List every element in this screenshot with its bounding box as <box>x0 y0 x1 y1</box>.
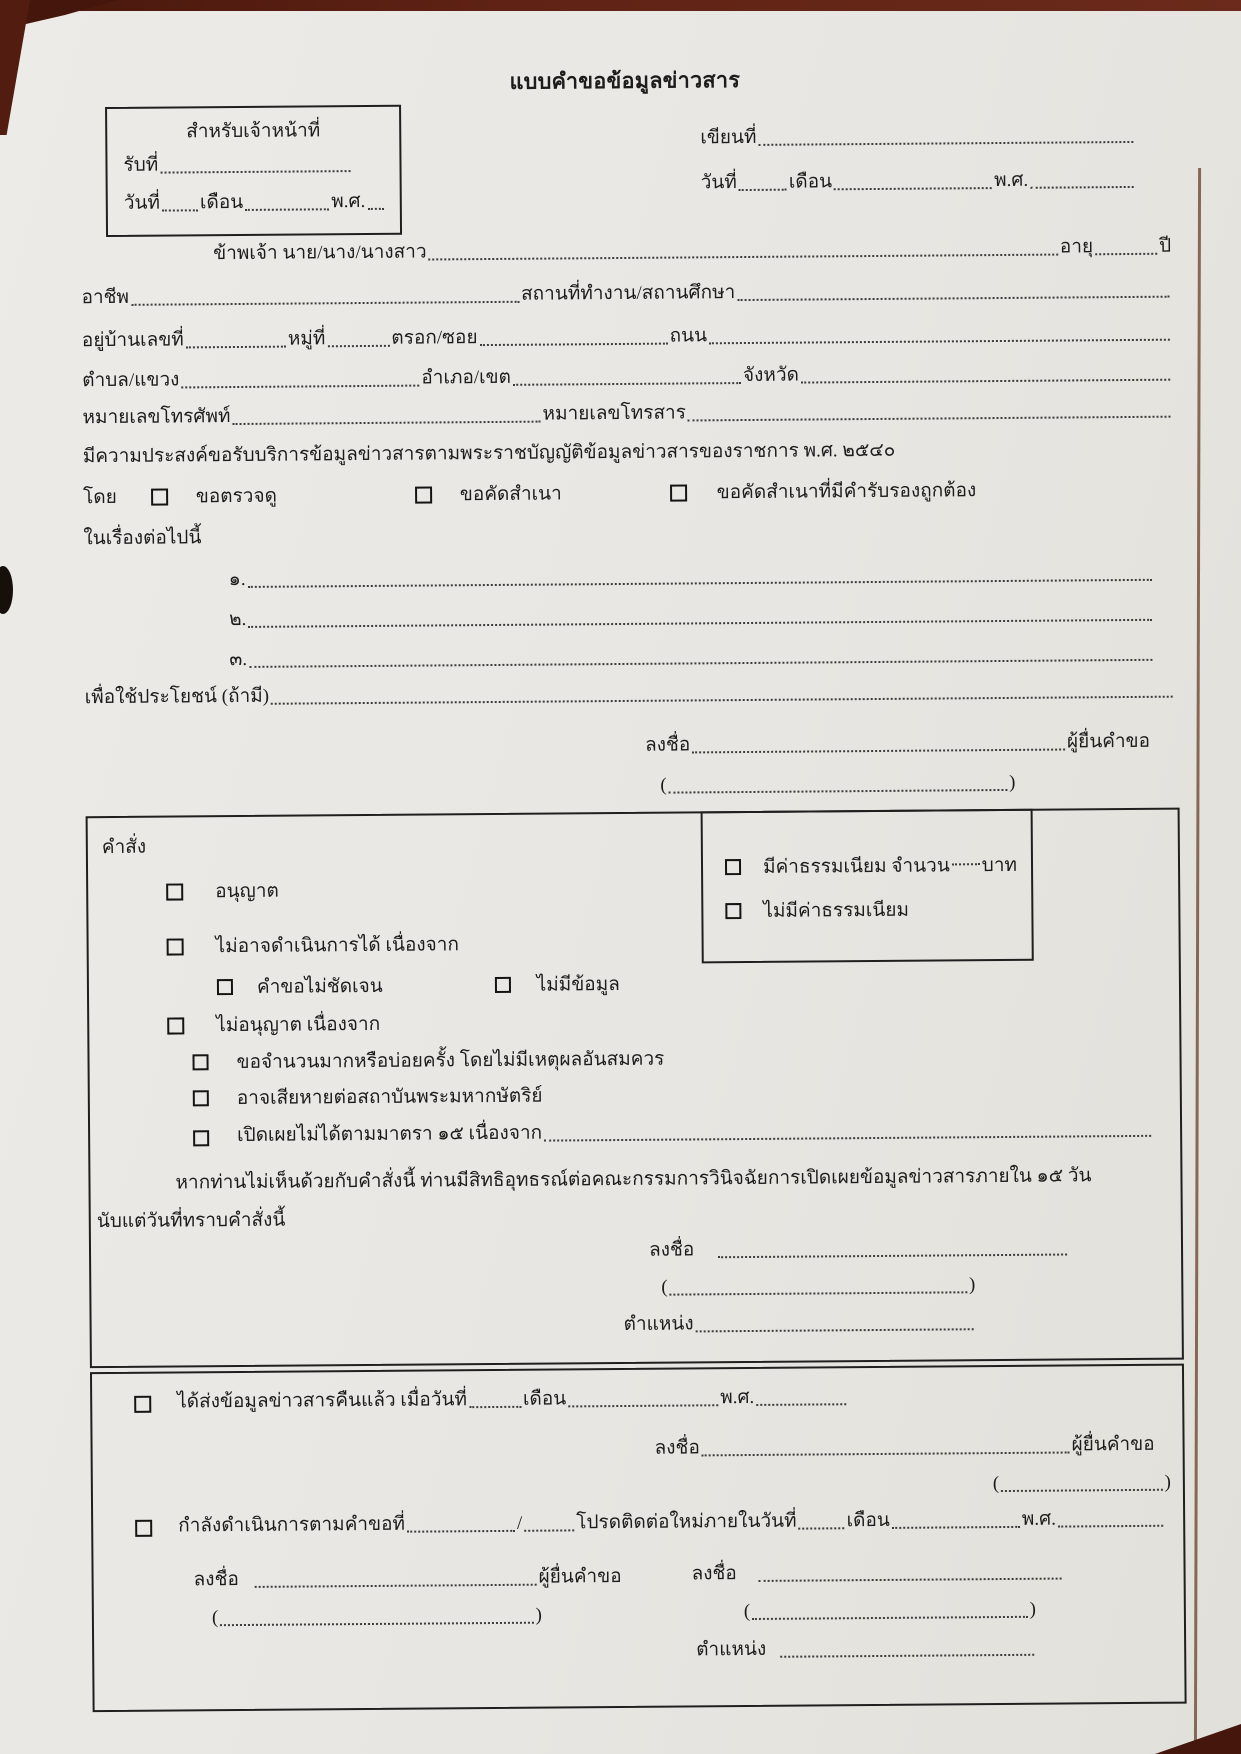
paren-open: ( <box>661 1276 668 1298</box>
order-not-allow-row <box>167 1014 380 1038</box>
status-returned-name-paren <box>993 1472 1171 1495</box>
order-reason-section15-row <box>193 1118 1153 1147</box>
applicant-signature-line <box>645 731 1150 757</box>
cannot-proceed-label: ไม่อาจดำเนินการได้ เนื่องจาก <box>215 934 459 958</box>
dotted-blank <box>1058 1525 1163 1528</box>
house-no-label: อยู่บ้านเลขที่ <box>81 329 184 352</box>
status-processing-row <box>135 1508 1165 1538</box>
status-returned-row <box>134 1386 848 1413</box>
dotted-blank <box>739 189 787 191</box>
month-label: เดือน <box>522 1388 567 1410</box>
year-label: พ.ศ. <box>331 190 366 213</box>
field-written-at <box>700 124 1135 149</box>
subjects-heading-text: ในเรื่องต่อไปนี้ <box>83 527 202 550</box>
fax-label: หมายเลขโทรสาร <box>542 402 686 425</box>
checkbox-excessive-request[interactable] <box>192 1055 208 1071</box>
reason-monarchy-label: อาจเสียหายต่อสถาบันพระมหากษัตริย์ <box>236 1085 543 1110</box>
checkbox-allow[interactable] <box>166 883 183 900</box>
province-label: จังหวัด <box>742 364 799 387</box>
status-right-signature-line <box>691 1561 1063 1586</box>
paren-close: ) <box>968 1274 976 1296</box>
year-label: พ.ศ. <box>1021 1508 1056 1530</box>
checkbox-returned[interactable] <box>134 1396 151 1413</box>
checkbox-section-15[interactable] <box>193 1130 209 1146</box>
year-label: พ.ศ. <box>993 169 1029 192</box>
dotted-blank <box>758 141 1133 146</box>
month-label: เดือน <box>788 171 833 193</box>
applicant-signature-name-paren <box>660 772 1015 797</box>
paren-close: ) <box>1029 1598 1036 1620</box>
dotted-blank <box>702 1451 1070 1456</box>
dotted-blank <box>162 209 198 211</box>
checkbox-request-unclear[interactable] <box>217 979 233 995</box>
dotted-blank <box>709 339 1170 345</box>
subject-item-3 <box>229 642 1154 671</box>
dotted-blank <box>759 1577 1062 1581</box>
baht-label: บาท <box>981 854 1018 877</box>
dotted-blank <box>248 579 1152 588</box>
applicant-label: ผู้ยื่นคำขอ <box>1066 730 1151 753</box>
dotted-blank <box>407 1530 515 1533</box>
reason-section15-label: เปิดเผยไม่ได้ตามมาตรา ๑๕ เนื่องจาก <box>237 1122 543 1147</box>
dotted-blank <box>181 384 419 388</box>
checkbox-processing[interactable] <box>135 1520 152 1537</box>
item3-number: ๓. <box>229 648 248 671</box>
dotted-blank <box>469 1406 521 1408</box>
field-occupation <box>81 279 1171 309</box>
checkbox-certified-copy[interactable] <box>670 484 687 501</box>
dotted-blank <box>233 420 541 424</box>
item1-number: ๑. <box>228 568 246 591</box>
dotted-blank <box>249 659 1152 668</box>
request-statement-text: มีความประสงค์ขอรับบริการข้อมูลข่าวสารตามพระราชบัญญัติข้อมูลข่าวสารของราชการ พ.ศ. ๒๕๔๐ <box>82 439 896 468</box>
sign-label: ลงชื่อ <box>648 1239 695 1261</box>
dotted-blank <box>131 301 519 306</box>
dotted-blank <box>186 345 286 348</box>
dotted-blank <box>429 253 1058 260</box>
dotted-blank <box>737 296 1169 301</box>
status-right-position-line <box>696 1637 1036 1662</box>
soi-label: ตรอก/ซอย <box>391 327 478 349</box>
moo-label: หมู่ที่ <box>287 328 326 350</box>
dotted-blank <box>688 416 1171 422</box>
request-statement <box>83 438 1173 468</box>
position-label: ตำแหน่ง <box>696 1638 767 1661</box>
checkbox-not-allow[interactable] <box>167 1017 184 1034</box>
order-heading: คำสั่ง <box>101 836 147 859</box>
order-cannot-reasons-row <box>217 974 620 999</box>
applicant-label: ผู้ยื่นคำขอ <box>1071 1433 1155 1456</box>
dotted-blank <box>544 1135 1151 1142</box>
paren-close: ) <box>1164 1471 1171 1493</box>
fee-no-fee-row <box>725 900 909 923</box>
dotted-blank <box>524 1529 574 1531</box>
paren-open: ( <box>660 774 667 796</box>
option-inspect-label: ขอตรวจดู <box>195 485 277 508</box>
dotted-blank <box>248 619 1152 628</box>
subject-item-1 <box>229 562 1154 591</box>
order-reason-excessive-row <box>192 1049 664 1075</box>
official-box-heading: สำหรับเจ้าหน้าที่ <box>186 120 321 143</box>
has-fee-label: มีค่าธรรมเนียม จำนวน <box>762 855 950 878</box>
field-receipt-no <box>123 153 385 177</box>
reason-unclear-label: คำขอไม่ชัดเจน <box>256 975 383 998</box>
not-allow-label: ไม่อนุญาต เนื่องจาก <box>216 1013 381 1037</box>
order-reason-monarchy-row <box>193 1086 543 1111</box>
dotted-blank <box>892 1526 1020 1529</box>
order-allow-row <box>166 881 279 904</box>
month-label: เดือน <box>199 191 244 214</box>
date-label: วันที่ <box>700 172 737 194</box>
order-cannot-proceed-row <box>167 934 459 958</box>
year-label: พ.ศ. <box>720 1386 755 1409</box>
checkbox-inspect[interactable] <box>151 488 168 505</box>
subject-item-2 <box>229 602 1154 631</box>
applicant-label: ผู้ยื่นคำขอ <box>538 1566 622 1588</box>
status-section-box <box>90 1364 1187 1713</box>
subdistrict-label: ตำบล/แขวง <box>82 369 180 392</box>
age-label: อายุ <box>1059 236 1094 258</box>
appeal-text-line2: นับแต่วันที่ทราบคำสั่งนี้ <box>96 1209 286 1233</box>
official-use-box <box>105 105 402 237</box>
occupation-label: อาชีพ <box>81 286 130 309</box>
checkbox-monarchy-harm[interactable] <box>193 1091 209 1107</box>
dotted-blank <box>1001 1489 1162 1492</box>
order-position-line <box>624 1311 976 1336</box>
phone-label: หมายเลขโทรศัพท์ <box>82 406 231 429</box>
paren-close: ) <box>535 1604 542 1626</box>
field-phone-fax <box>82 399 1172 429</box>
dotted-blank <box>367 208 383 210</box>
field-district <box>82 362 1172 392</box>
dotted-blank <box>696 1328 974 1332</box>
dotted-blank <box>780 1654 1034 1658</box>
written-at-label: เขียนที่ <box>700 126 757 149</box>
status-returned-signature-line <box>655 1434 1155 1460</box>
order-signature-name-paren <box>661 1274 975 1298</box>
reason-no-data-label: ไม่มีข้อมูล <box>536 974 620 996</box>
allow-label: อนุญาต <box>215 880 279 903</box>
dotted-blank <box>480 342 668 345</box>
road-label: ถนน <box>669 325 708 347</box>
dotted-blank <box>718 1253 1067 1258</box>
order-section-box <box>86 808 1184 1369</box>
slash: / <box>516 1512 523 1534</box>
paren-open: ( <box>992 1473 1000 1495</box>
paren-open: ( <box>211 1607 219 1629</box>
scan-top-edge <box>0 0 1241 11</box>
month-label: เดือน <box>846 1509 890 1532</box>
dotted-blank <box>327 345 389 347</box>
position-label: ตำแหน่ง <box>623 1313 694 1335</box>
dotted-blank <box>255 1584 537 1588</box>
field-written-date <box>701 169 1136 194</box>
returned-label: ได้ส่งข้อมูลข่าวสารคืนแล้ว เมื่อวันที่ <box>177 1389 468 1413</box>
status-right-name-paren <box>744 1599 1036 1623</box>
no-fee-label: ไม่มีค่าธรรมเนียม <box>763 899 910 922</box>
status-left-signature-line <box>194 1566 622 1591</box>
workplace-label: สถานที่ทำงาน/สถานศึกษา <box>520 282 736 305</box>
dotted-blank <box>799 1527 845 1529</box>
dotted-blank <box>670 1291 967 1295</box>
sign-label: ลงชื่อ <box>644 734 691 756</box>
checkbox-has-fee[interactable] <box>725 859 741 875</box>
field-address <box>82 322 1172 352</box>
form-title: แบบคำขอข้อมูลข่าวสาร <box>509 68 741 94</box>
dotted-blank <box>692 748 1065 753</box>
item2-number: ๒. <box>228 608 247 631</box>
checkbox-cannot-proceed[interactable] <box>167 938 184 955</box>
checkbox-copy[interactable] <box>415 486 432 503</box>
subjects-heading <box>83 527 201 550</box>
option-copy-label: ขอคัดสำเนา <box>459 483 562 506</box>
receipt-no-label: รับที่ <box>123 154 159 176</box>
dotted-blank <box>669 789 1007 794</box>
dotted-blank <box>220 1622 533 1626</box>
fee-has-fee-row <box>725 855 1017 879</box>
checkbox-no-data[interactable] <box>495 977 511 993</box>
dotted-blank <box>513 382 741 386</box>
fee-box <box>701 809 1034 964</box>
dotted-blank <box>568 1404 718 1407</box>
sign-label: ลงชื่อ <box>193 1569 239 1591</box>
option-certified-copy-label: ขอคัดสำเนาที่มีคำรับรองถูกต้อง <box>716 480 977 504</box>
paren-open: ( <box>743 1601 751 1623</box>
dotted-blank <box>1030 186 1133 189</box>
dotted-blank <box>271 696 1173 705</box>
dotted-blank <box>952 864 980 866</box>
dotted-blank <box>1095 253 1157 255</box>
age-unit-label: ปี <box>1159 235 1172 257</box>
date-label: วันที่ <box>123 192 161 214</box>
reason-excessive-label: ขอจำนวนมากหรือบ่อยครั้ง โดยไม่มีเหตุผลอันสมควร <box>236 1048 665 1074</box>
status-left-name-paren <box>212 1605 542 1629</box>
order-signature-line <box>649 1236 1069 1261</box>
field-purpose <box>85 679 1175 709</box>
field-applicant-name <box>81 236 1171 266</box>
dotted-blank <box>160 170 350 173</box>
by-label: โดย <box>83 486 117 509</box>
sign-label: ลงชื่อ <box>691 1563 737 1585</box>
dotted-blank <box>801 379 1170 384</box>
purpose-label: เพื่อใช้ประโยชน์ (ถ้ามี) <box>84 685 270 709</box>
sign-label: ลงชื่อ <box>654 1437 700 1459</box>
appeal-text-line1: หากท่านไม่เห็นด้วยกับคำสั่งนี้ ท่านมีสิทธิอุทธรณ์ต่อคณะกรรมการวินิจฉัยการเปิดเผยข้อมูลข่าวสารภายใน ๑๕ วัน <box>175 1165 1092 1194</box>
name-label: ข้าพเจ้า นาย/นาง/นางสาว <box>213 241 427 265</box>
field-received-date <box>124 191 386 215</box>
paren-close: ) <box>1008 771 1016 793</box>
request-method-options <box>83 479 1173 509</box>
contact-again-label: โปรดติดต่อใหม่ภายในวันที่ <box>576 1510 797 1534</box>
checkbox-no-fee[interactable] <box>725 903 741 919</box>
dotted-blank <box>752 1616 1027 1620</box>
processing-label: กำลังดำเนินการตามคำขอที่ <box>178 1513 406 1537</box>
district-label: อำเภอ/เขต <box>421 366 512 389</box>
dotted-blank <box>834 187 992 190</box>
dotted-blank <box>756 1403 846 1406</box>
dotted-blank <box>245 208 329 211</box>
